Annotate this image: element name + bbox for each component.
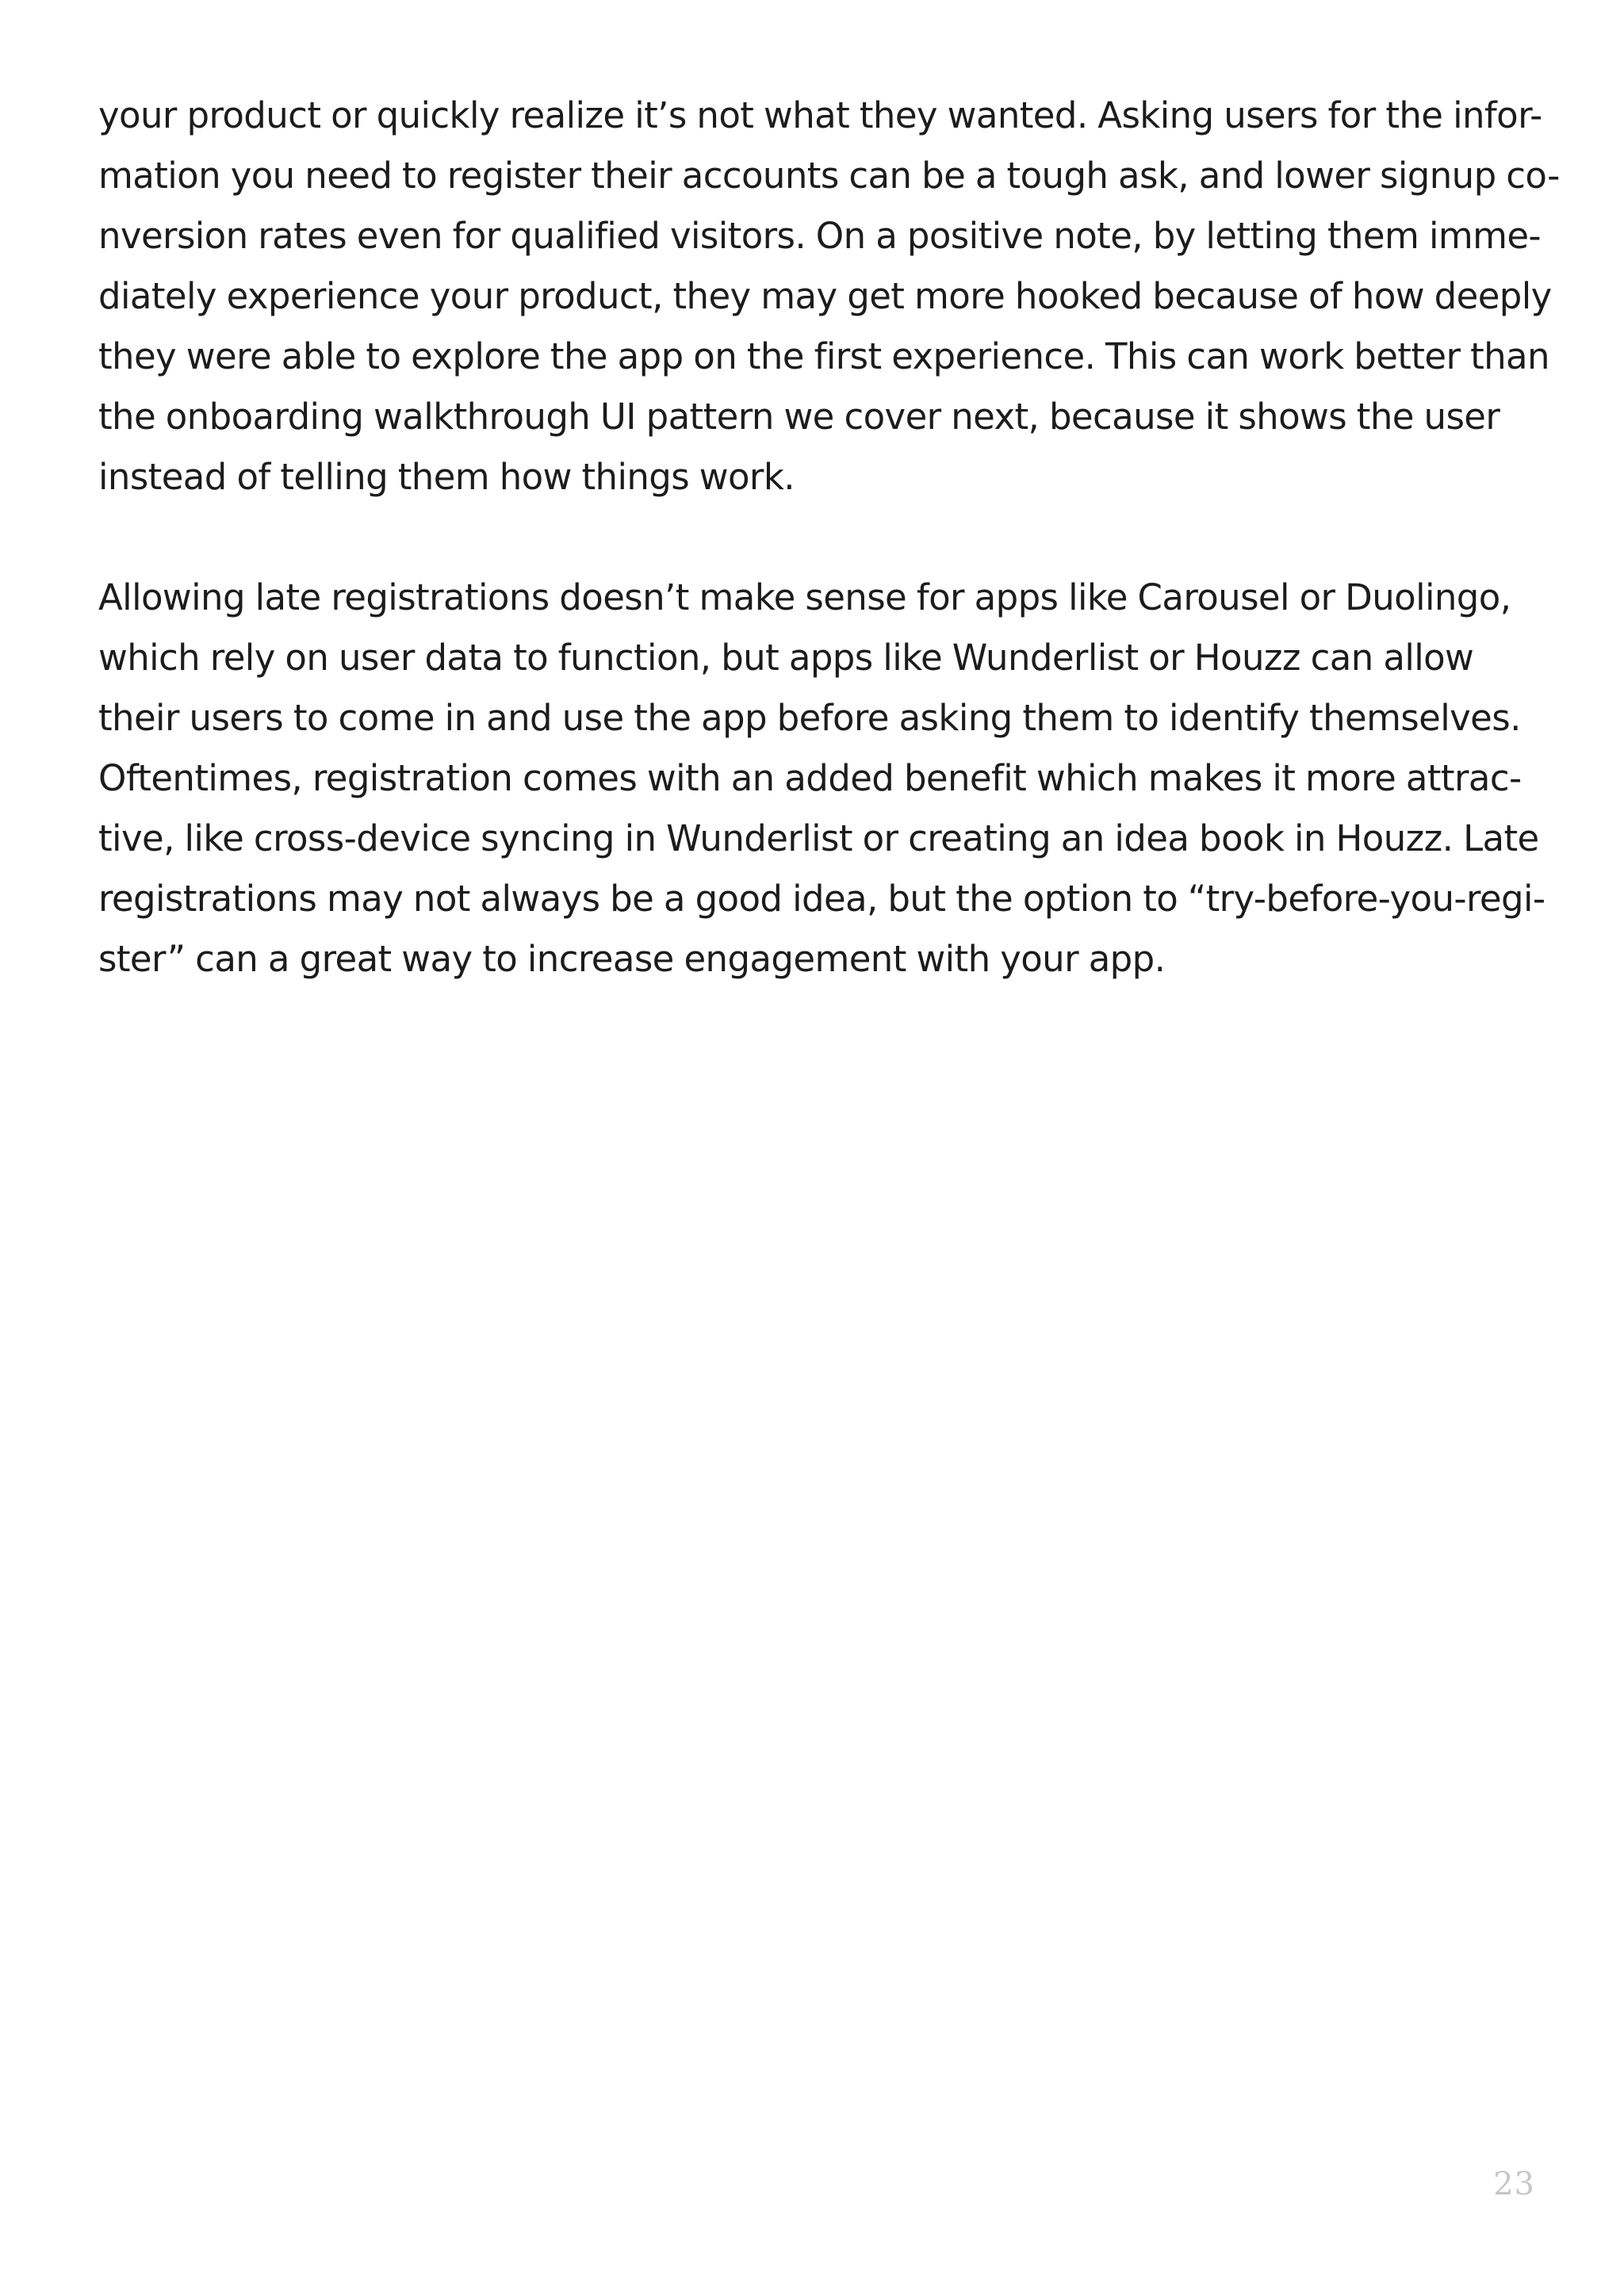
text-line: they were able to explore the app on the first experience. This can work better than — [98, 335, 1549, 377]
text-line: the onboarding walkthrough UI pattern we cover next, because it shows the user — [98, 396, 1500, 438]
page-number: 23 — [1493, 2166, 1535, 2202]
text-line: tive, like cross-device syncing in Wunderlist or creating an idea book in Houzz. Late — [98, 817, 1539, 859]
text-line: registrations may not always be a good idea, but the option to “try-before-you-regi- — [98, 878, 1545, 920]
paragraph-gap — [98, 507, 1542, 568]
text-line: your product or quickly realize it’s not what they wanted. Asking users for the infor- — [98, 94, 1542, 136]
text-line: nversion rates even for qualified visitors. On a positive note, by letting them imme- — [98, 215, 1542, 257]
text-line: instead of telling them how things work. — [98, 456, 795, 498]
text-line: mation you need to register their accounts can be a tough ask, and lower signup co- — [98, 155, 1560, 197]
text-line: Allowing late registrations doesn’t make sense for apps like Carousel or Duolingo, — [98, 576, 1511, 618]
text-line: their users to come in and use the app before asking them to identify themselves. — [98, 697, 1521, 739]
text-line: diately experience your product, they may get more hooked because of how deeply — [98, 275, 1552, 317]
body-text — [98, 86, 1560, 989]
text-line: ster” can a great way to increase engagement with your app. — [98, 938, 1166, 980]
paragraph-2 — [98, 568, 1545, 989]
text-line: Oftentimes, registration comes with an added benefit which makes it more attrac- — [98, 757, 1522, 799]
paragraph-1 — [98, 86, 1560, 507]
text-line: which rely on user data to function, but apps like Wunderlist or Houzz can allow — [98, 637, 1474, 679]
